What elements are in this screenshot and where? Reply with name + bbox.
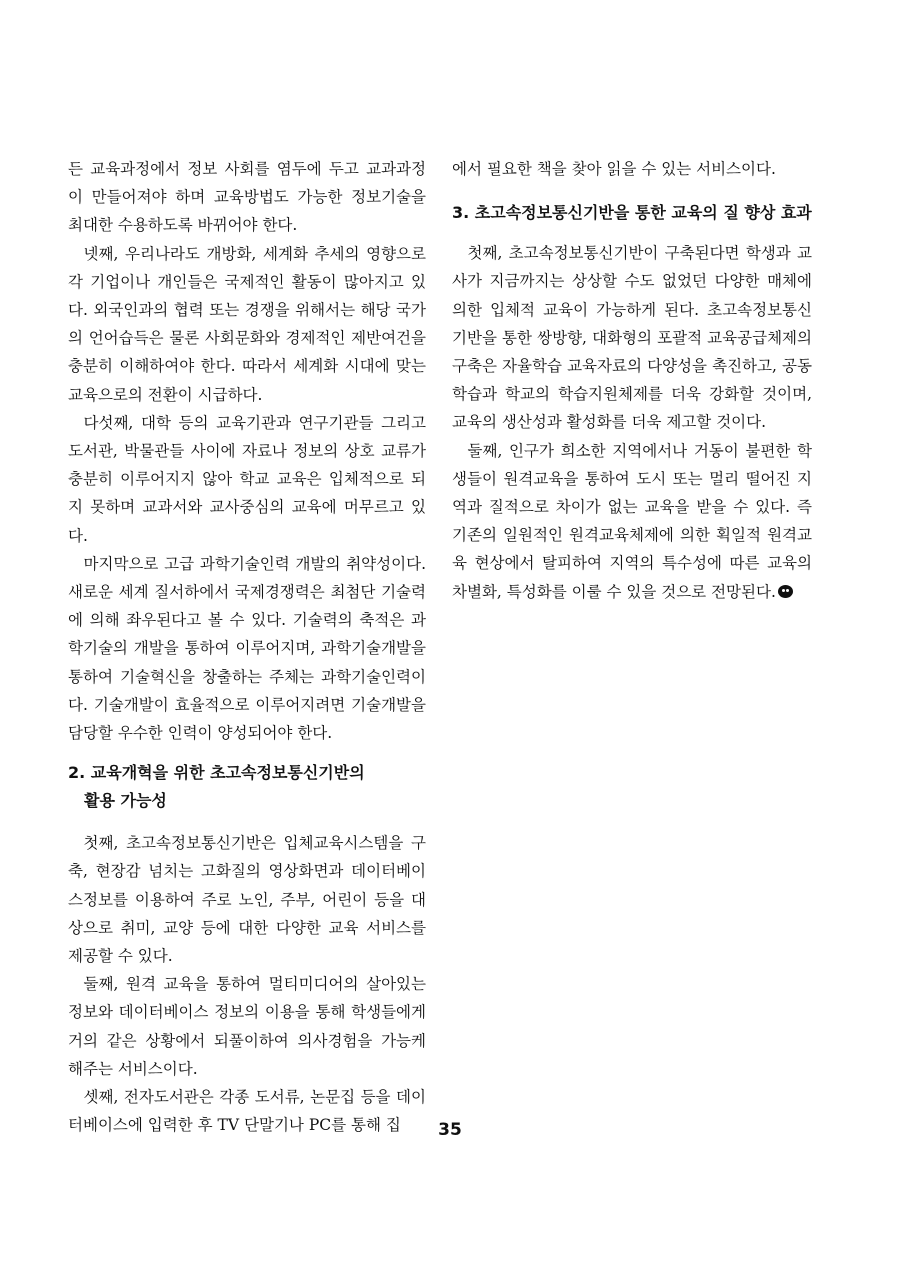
paragraph-continued-right: 에서 필요한 책을 찾아 읽을 수 있는 서비스이다. — [452, 160, 776, 178]
paragraph-fourth: 넷째, 우리나라도 개방화, 세계화 추세의 영향으로 각 기업이나 개인들은 국제적인 활동이 많아지고 있다. 외국인과의 협력 또는 경쟁을 위해서는 해당 국가의 언어습득은 물론 사회문화와 경제적인 제반여건을 충분히 이해하여야 한다. 따라서 세계화 시대에 맞는 교육으로의 전환이 시급하다. — [68, 244, 426, 404]
section-heading-2-line1: 2. 교육개혁을 위한 초고속정보통신기반의 — [68, 763, 365, 783]
left-column — [68, 155, 426, 1140]
paragraph-second: 둘째, 원격 교육을 통하여 멀티미디어의 살아있는 정보와 데이터베이스 정보의 이용을 통해 학생들에게 거의 같은 상황에서 되풀이하여 의사경험을 가능케 해주는 서비스이다. — [68, 975, 426, 1078]
paragraph-second-right — [452, 437, 812, 606]
page-number: 35 — [438, 1120, 462, 1140]
paragraph-continued: 든 교육과정에서 정보 사회를 염두에 두고 교과과정이 만들어져야 하며 교육방법도 가능한 정보기술을 최대한 수용하도록 바뀌어야 한다. — [68, 160, 426, 235]
paragraph-second-right-text: 둘째, 인구가 희소한 지역에서나 거동이 불편한 학생들이 원격교육을 통하여 도시 또는 멀리 떨어진 지역과 질적으로 차이가 없는 교육을 받을 수 있다. 즉 기존의 일원적인 원격교육체제에 의한 획일적 원격교육 현상에서 탈피하여 지역의 특수성에 따른 교육의 차별화, 특성화를 이룰 수 있을 것으로 전망된다. — [452, 441, 812, 601]
section-heading-3: 3. 초고속정보통신기반을 통한 교육의 질 향상 효과 — [452, 203, 812, 223]
paragraph-last: 마지막으로 고급 과학기술인력 개발의 취약성이다. 새로운 세계 질서하에서 국제경쟁력은 최첨단 기술력에 의해 좌우된다고 볼 수 있다. 기술력의 축적은 과학기술의 개발을 통하여 이루어지며, 과학기술개발을 통하여 기술혁신을 창출하는 주체는 과학기술인력이다. 기술개발이 효율적으로 이루어지려면 기술개발을 담당할 우수한 인력이 양성되어야 한다. — [68, 554, 426, 743]
section-heading-2-line2: 활용 가능성 — [84, 791, 167, 811]
paragraph-third: 셋째, 전자도서관은 각종 도서류, 논문집 등을 데이터베이스에 입력한 후 TV 단말기나 PC를 통해 집 — [68, 1088, 426, 1135]
paragraph-first: 첫째, 초고속정보통신기반은 입체교육시스템을 구축, 현장감 넘치는 고화질의 영상화면과 데이터베이스정보를 이용하여 주로 노인, 주부, 어린이 등을 대상으로 취미, 교양 등에 대한 다양한 교육 서비스를 제공할 수 있다. — [68, 834, 426, 966]
section-heading-2 — [68, 759, 426, 815]
right-column — [452, 155, 812, 606]
end-mark-icon — [778, 585, 793, 598]
paragraph-first-right: 첫째, 초고속정보통신기반이 구축된다면 학생과 교사가 지금까지는 상상할 수도 없었던 다양한 매체에 의한 입체적 교육이 가능하게 된다. 초고속정보통신 기반을 통한 쌍방향, 대화형의 포괄적 교육공급체제의 구축은 자율학습 교육자료의 다양성을 촉진하고, 공동 학습과 학교의 학습지원체제를 더욱 강화할 것이며, 교육의 생산성과 활성화를 더욱 제고할 것이다. — [452, 244, 812, 432]
paragraph-fifth: 다섯째, 대학 등의 교육기관과 연구기관들 그리고 도서관, 박물관들 사이에 자료나 정보의 상호 교류가 충분히 이루어지지 않아 학교 교육은 입체적으로 되지 못하며 교과서와 교사중심의 교육에 머무르고 있다. — [68, 413, 426, 545]
